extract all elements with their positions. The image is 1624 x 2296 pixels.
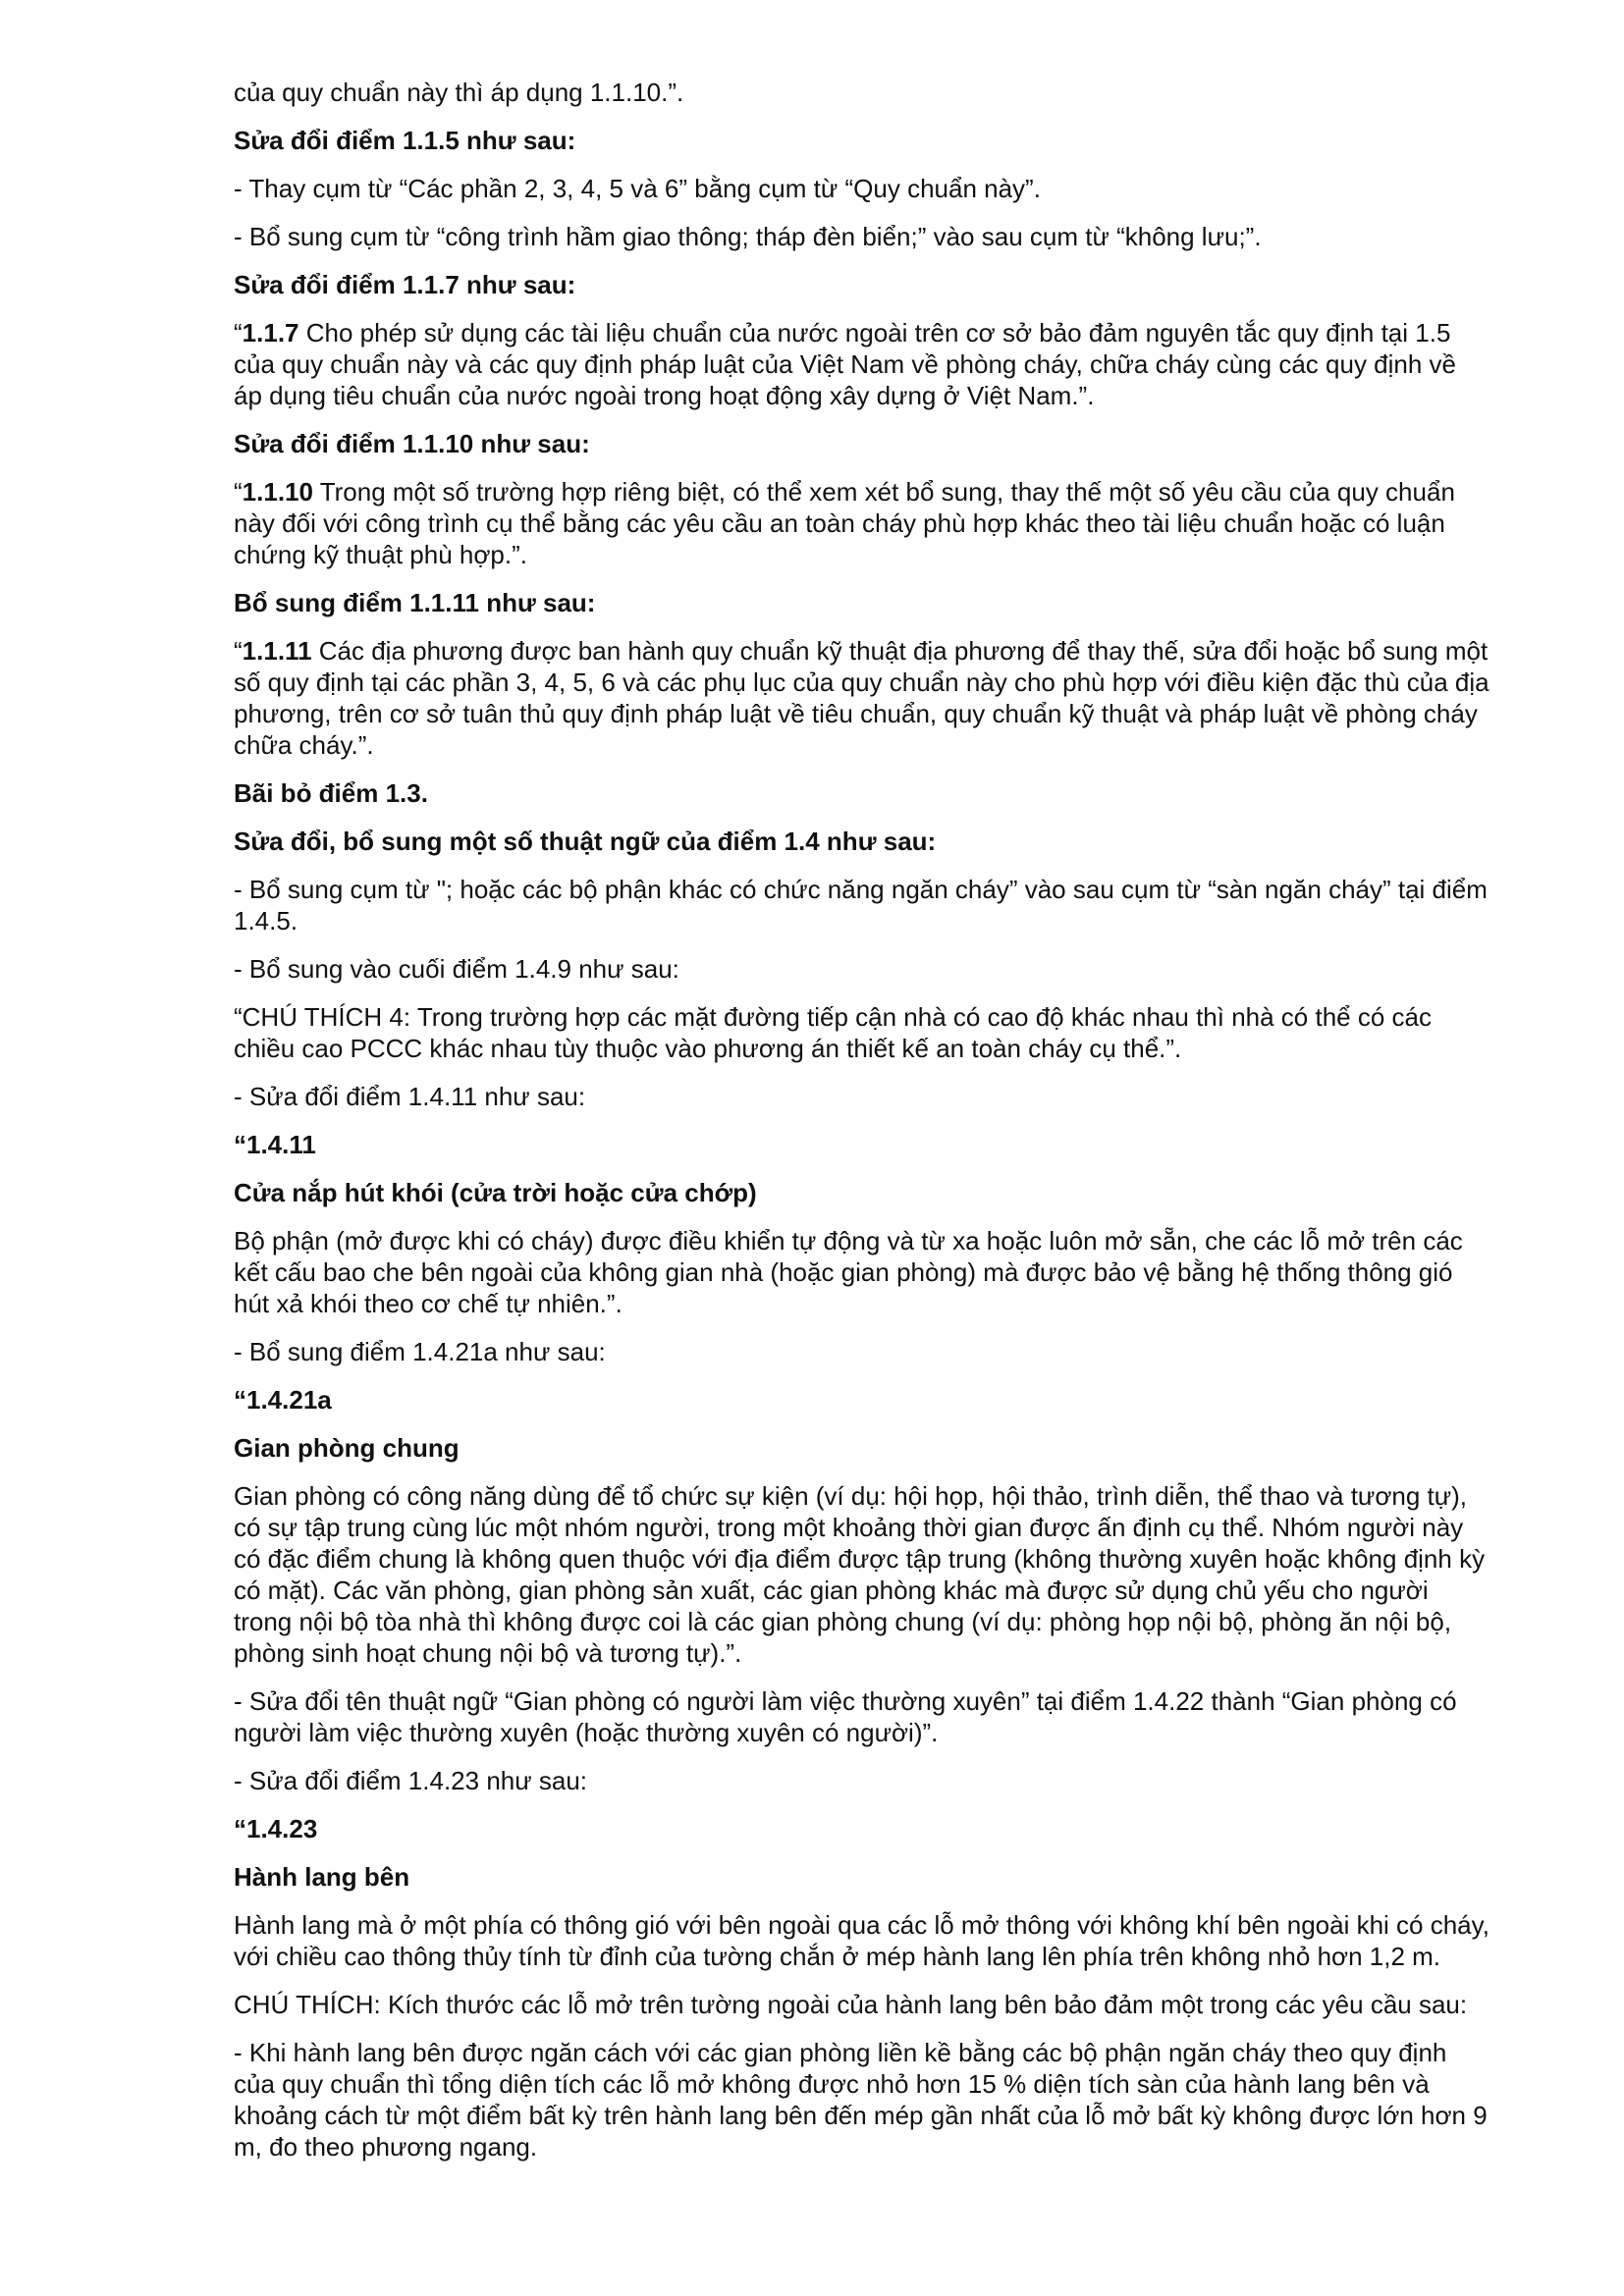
paragraph-rename-1-4-22: - Sửa đổi tên thuật ngữ “Gian phòng có người làm việc thường xuyên” tại điểm 1.4.22 thành “Gian phòng có người làm việc thường xuyên (hoặc thường xuyên có người)”. — [234, 1686, 1457, 1747]
heading-add-1-1-11: Bổ sung điểm 1.1.11 như sau: — [234, 588, 596, 617]
open-quote: “ — [234, 318, 243, 347]
clause-number: 1.1.11 — [242, 636, 312, 666]
clause-1-1-10 — [234, 476, 1490, 570]
paragraph-replace-phrase: - Thay cụm từ “Các phần 2, 3, 4, 5 và 6” bằng cụm từ “Quy chuẩn này”. — [234, 174, 1041, 203]
open-quote: “ — [234, 636, 243, 666]
term-title-smoke-vent: Cửa nắp hút khói (cửa trời hoặc cửa chớp) — [234, 1178, 757, 1207]
clause-text: Cho phép sử dụng các tài liệu chuẩn của nước ngoài trên cơ sở bảo đảm nguyên tắc quy định tại 1.5 của quy chuẩn này và các quy định pháp luật của Việt Nam về phòng cháy, chữa cháy cùng các quy định về áp dụng tiêu chuẩn của nước ngoài trong hoạt động xây dựng ở Việt Nam.”. — [234, 318, 1457, 410]
heading-amend-terms-1-4: Sửa đổi, bổ sung một số thuật ngữ của điểm 1.4 như sau: — [234, 827, 937, 856]
note-4: “CHÚ THÍCH 4: Trong trường hợp các mặt đường tiếp cận nhà có cao độ khác nhau thì nhà có thể có các chiều cao PCCC khác nhau tùy thuộc vào phương án thiết kế an toàn cháy cụ thể.”. — [234, 1002, 1432, 1063]
heading-amend-1-1-7: Sửa đổi điểm 1.1.7 như sau: — [234, 270, 576, 299]
clause-number: 1.1.10 — [242, 477, 313, 507]
clause-1-1-11 — [234, 635, 1490, 761]
term-title-side-corridor: Hành lang bên — [234, 1862, 410, 1892]
paragraph-add-1-4-21a: - Bổ sung điểm 1.4.21a như sau: — [234, 1337, 606, 1366]
term-definition-side-corridor: Hành lang mà ở một phía có thông gió với bên ngoài qua các lỗ mở thông với không khí bên ngoài khi có cháy, với chiều cao thông thủy tính từ đỉnh của tường chắn ở mép hành lang lên phía trên không nhỏ hơn 1,2 m. — [234, 1910, 1489, 1971]
heading-repeal-1-3: Bãi bỏ điểm 1.3. — [234, 778, 428, 808]
heading-amend-1-1-5: Sửa đổi điểm 1.1.5 như sau: — [234, 126, 576, 155]
paragraph-requirement-1: - Khi hành lang bên được ngăn cách với các gian phòng liền kề bằng các bộ phận ngăn cháy theo quy định của quy chuẩn thì tổng diện tích các lỗ mở không được nhỏ hơn 15 % diện tích sàn của hành lang bên và khoảng cách từ một điểm bất kỳ trên hành lang bên đến mép gần nhất của lỗ mở bất kỳ không được lớn hơn 9 m, đo theo phương ngang. — [234, 2038, 1488, 2162]
clause-number: 1.1.7 — [242, 318, 299, 347]
open-quote: “ — [234, 477, 243, 507]
clause-text: Các địa phương được ban hành quy chuẩn kỹ thuật địa phương để thay thế, sửa đổi hoặc bổ sung một số quy định tại các phần 3, 4, 5, 6 và các phụ lục của quy chuẩn này cho phù hợp với điều kiện đặc thù của địa phương, trên cơ sở tuân thủ quy định pháp luật về tiêu chuẩn, quy chuẩn kỹ thuật và pháp luật về phòng cháy chữa cháy.”. — [234, 636, 1489, 760]
paragraph-add-phrase: - Bổ sung cụm từ “công trình hầm giao thông; tháp đèn biển;” vào sau cụm từ “không lưu;”. — [234, 222, 1262, 251]
document-page — [234, 77, 1490, 2179]
term-definition-smoke-vent: Bộ phận (mở được khi có cháy) được điều khiển tự động và từ xa hoặc luôn mở sẵn, che các lỗ mở trên các kết cấu bao che bên ngoài của không gian nhà (hoặc gian phòng) mà được bảo vệ bằng hệ thống thông gió hút xả khói theo cơ chế tự nhiên.”. — [234, 1226, 1463, 1318]
term-number-1-4-21a: “1.4.21a — [234, 1385, 332, 1415]
term-number-1-4-23: “1.4.23 — [234, 1814, 318, 1843]
paragraph-amend-1-4-23: - Sửa đổi điểm 1.4.23 như sau: — [234, 1766, 588, 1795]
term-definition-common-room: Gian phòng có công năng dùng để tổ chức sự kiện (ví dụ: hội họp, hội thảo, trình diễn, thể thao và tương tự), có sự tập trung cùng lúc một nhóm người, trong một khoảng thời gian được ấn định cụ thể. Nhóm người này có đặc điểm chung là không quen thuộc với địa điểm được tập trung (không thường xuyên hoặc không định kỳ có mặt). Các văn phòng, gian phòng sản xuất, các gian phòng khác mà được sử dụng chủ yếu cho người trong nội bộ tòa nhà thì không được coi là các gian phòng chung (ví dụ: phòng họp nội bộ, phòng ăn nội bộ, phòng sinh hoạt chung nội bộ và tương tự).”. — [234, 1481, 1486, 1668]
term-title-common-room: Gian phòng chung — [234, 1433, 460, 1463]
clause-1-1-7 — [234, 317, 1490, 411]
term-number-1-4-11: “1.4.11 — [234, 1130, 316, 1159]
paragraph-continuation: của quy chuẩn này thì áp dụng 1.1.10.”. — [234, 78, 684, 107]
clause-text: Trong một số trường hợp riêng biệt, có thể xem xét bổ sung, thay thế một số yêu cầu của quy chuẩn này đối với công trình cụ thể bằng các yêu cầu an toàn cháy phù hợp khác theo tài liệu chuẩn hoặc có luận chứng kỹ thuật phù hợp.”. — [234, 477, 1455, 569]
paragraph-amend-1-4-11: - Sửa đổi điểm 1.4.11 như sau: — [234, 1082, 586, 1111]
paragraph-add-1-4-9: - Bổ sung vào cuối điểm 1.4.9 như sau: — [234, 954, 679, 984]
heading-amend-1-1-10: Sửa đổi điểm 1.1.10 như sau: — [234, 429, 590, 458]
paragraph-add-1-4-5: - Bổ sung cụm từ "; hoặc các bộ phận khác có chức năng ngăn cháy” vào sau cụm từ “sàn ngăn cháy” tại điểm 1.4.5. — [234, 875, 1488, 935]
note-openings: CHÚ THÍCH: Kích thước các lỗ mở trên tường ngoài của hành lang bên bảo đảm một trong các yêu cầu sau: — [234, 1990, 1468, 2019]
